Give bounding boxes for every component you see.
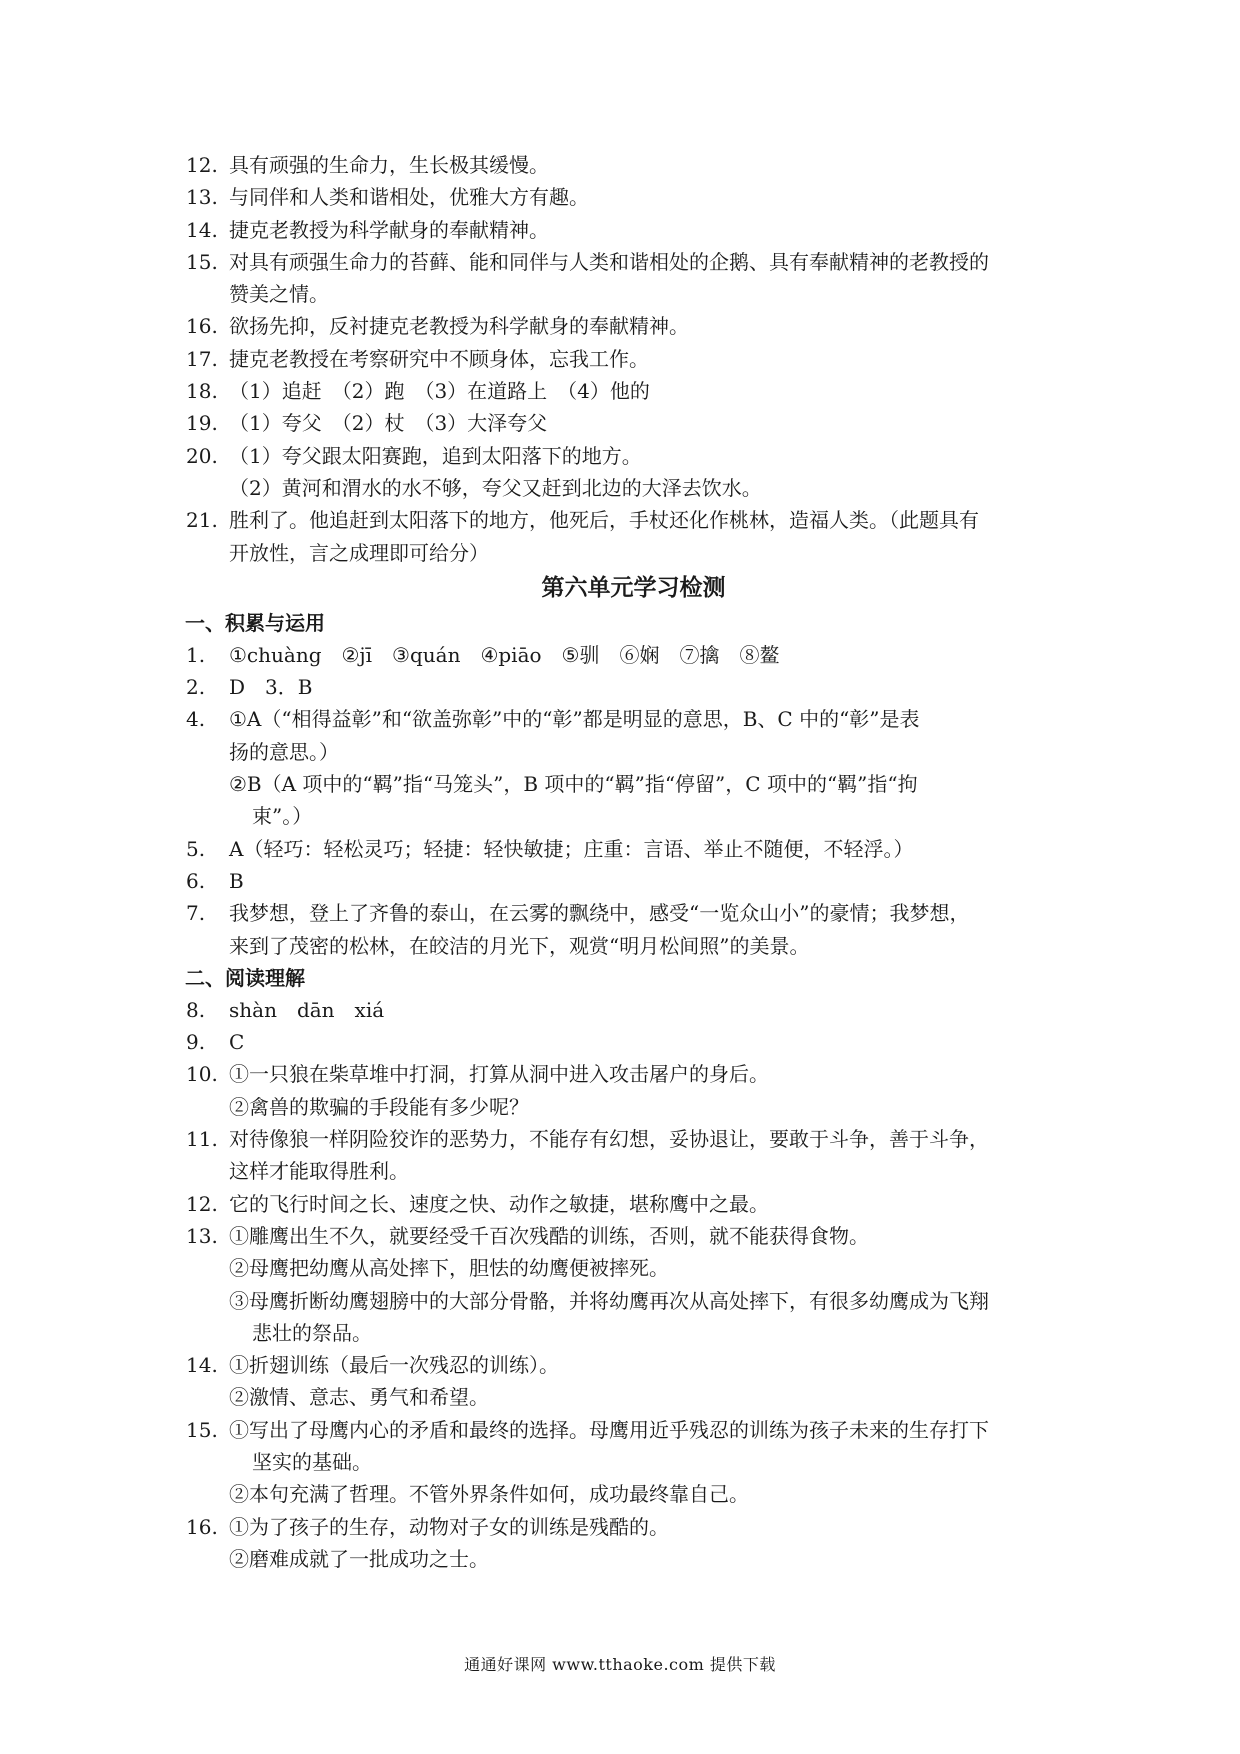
answer-number: 12. bbox=[186, 153, 218, 177]
answer-text: A（轻巧：轻松灵巧；轻捷：轻快敏捷；庄重：言语、举止不随便，不轻浮。） bbox=[229, 836, 914, 861]
answer-subitem: ②禽兽的欺骗的手段能有多少呢？ bbox=[229, 1094, 529, 1119]
answer-number: 15. bbox=[186, 249, 218, 274]
answer-text: 胜利了。他追赶到太阳落下的地方，他死后，手杖还化作桃林，造福人类。（此题具有 bbox=[229, 508, 979, 533]
answer-text: （1）追赶 （2）跑 （3）在道路上 （4）他的 bbox=[229, 379, 650, 404]
answer-continuation: 扬的意思。） bbox=[229, 739, 339, 764]
answer-text: （1）夸父跟太阳赛跑，追到太阳落下的地方。 bbox=[229, 443, 642, 468]
answer-line bbox=[186, 1220, 1061, 1252]
answer-number: 9. bbox=[186, 1030, 206, 1055]
answer-content bbox=[186, 149, 1061, 1575]
answer-line bbox=[186, 1414, 1061, 1446]
answer-continuation: 坚实的基础。 bbox=[252, 1449, 372, 1474]
answer-line bbox=[186, 1349, 1061, 1381]
section-heading: 二、阅读理解 bbox=[185, 965, 305, 990]
answer-text: 对具有顽强生命力的苔藓、能和同伴与人类和谐相处的企鹅、具有奉献精神的老教授的 bbox=[229, 249, 989, 274]
answer-subitem: （2）黄河和渭水的水不够，夸父又赶到北边的大泽去饮水。 bbox=[229, 475, 762, 500]
answer-text: 它的飞行时间之长、速度之快、动作之敏捷，堪称鹰中之最。 bbox=[229, 1191, 769, 1216]
answer-number: 21. bbox=[186, 508, 218, 533]
answer-line bbox=[186, 865, 1061, 897]
answer-continuation: 赞美之情。 bbox=[229, 282, 329, 307]
answer-number: 12. bbox=[186, 1191, 218, 1216]
answer-line bbox=[186, 1058, 1061, 1090]
answer-number: 5. bbox=[186, 836, 206, 861]
answer-text: ①A（“相得益彰”和“欲盖弥彰”中的“彰”都是明显的意思，B、C 中的“彰”是表 bbox=[229, 707, 920, 732]
answer-line bbox=[186, 407, 1061, 439]
section-heading: 一、积累与运用 bbox=[185, 610, 325, 635]
answer-subitem: ②B（A 项中的“羁”指“马笼头”，B 项中的“羁”指“停留”，C 项中的“羁”指“拘 bbox=[229, 772, 918, 797]
answer-line bbox=[186, 149, 1061, 181]
answer-number: 16. bbox=[186, 314, 218, 339]
answer-line bbox=[186, 1123, 1061, 1155]
answer-text: 捷克老教授在考察研究中不顾身体，忘我工作。 bbox=[229, 346, 649, 371]
answer-subitem: ③母鹰折断幼鹰翅膀中的大部分骨骼，并将幼鹰再次从高处摔下，有很多幼鹰成为飞翔 bbox=[229, 1288, 989, 1313]
answer-text: ①为了孩子的生存，动物对子女的训练是残酷的。 bbox=[229, 1514, 669, 1539]
answer-text: 具有顽强的生命力，生长极其缓慢。 bbox=[229, 153, 549, 177]
answer-number: 13. bbox=[186, 1223, 218, 1248]
answer-number: 8. bbox=[186, 997, 206, 1022]
answer-text: ①写出了母鹰内心的矛盾和最终的选择。母鹰用近乎残忍的训练为孩子未来的生存打下 bbox=[229, 1417, 989, 1442]
answer-text: （1）夸父 （2）杖 （3）大泽夸父 bbox=[229, 411, 548, 436]
answer-number: 14. bbox=[186, 217, 218, 242]
answer-text: D 3．B bbox=[229, 675, 313, 700]
answer-line bbox=[186, 181, 1061, 213]
answer-number: 11. bbox=[186, 1127, 218, 1152]
answer-number: 15. bbox=[186, 1417, 218, 1442]
answer-continuation: 开放性，言之成理即可给分） bbox=[229, 540, 489, 565]
answer-text: ①chuàng ②jī ③quán ④piāo ⑤驯 ⑥娴 ⑦擒 ⑧鳌 bbox=[229, 642, 780, 667]
answer-text: 捷克老教授为科学献身的奉献精神。 bbox=[229, 217, 549, 242]
answer-text: 欲扬先抑，反衬捷克老教授为科学献身的奉献精神。 bbox=[229, 314, 689, 339]
answer-line bbox=[186, 703, 1061, 735]
answer-line bbox=[186, 440, 1061, 472]
answer-text: 对待像狼一样阴险狡诈的恶势力，不能存有幻想，妥协退让，要敢于斗争，善于斗争， bbox=[229, 1127, 989, 1152]
answer-text: 与同伴和人类和谐相处，优雅大方有趣。 bbox=[229, 185, 589, 210]
answer-line bbox=[186, 246, 1061, 278]
answer-number: 4. bbox=[186, 707, 206, 732]
answer-number: 10. bbox=[186, 1062, 218, 1087]
answer-number: 6. bbox=[186, 868, 206, 893]
answer-line bbox=[186, 1026, 1061, 1058]
answer-line bbox=[186, 504, 1061, 536]
answer-text: ①一只狼在柴草堆中打洞，打算从洞中进入攻击屠户的身后。 bbox=[229, 1062, 769, 1087]
answer-text: ①折翅训练（最后一次残忍的训练）。 bbox=[229, 1353, 559, 1378]
answer-line bbox=[186, 310, 1061, 342]
answer-text: B bbox=[229, 868, 244, 893]
answer-line bbox=[186, 375, 1061, 407]
answer-subitem: ②母鹰把幼鹰从高处摔下，胆怯的幼鹰便被摔死。 bbox=[229, 1256, 669, 1281]
answer-line bbox=[186, 671, 1061, 703]
answer-text: 我梦想，登上了齐鲁的泰山，在云雾的飘绕中，感受“一览众山小”的豪情；我梦想， bbox=[229, 901, 970, 926]
answer-line bbox=[186, 897, 1061, 929]
answer-number: 7. bbox=[186, 901, 206, 926]
answer-line bbox=[186, 214, 1061, 246]
answer-line bbox=[186, 639, 1061, 671]
answer-line bbox=[186, 833, 1061, 865]
answer-continuation: 束”。） bbox=[252, 804, 313, 829]
answer-subitem: ②本句充满了哲理。不管外界条件如何，成功最终靠自己。 bbox=[229, 1482, 749, 1507]
answer-number: 2. bbox=[186, 675, 206, 700]
answer-number: 14. bbox=[186, 1353, 218, 1378]
answer-subitem: ②磨难成就了一批成功之士。 bbox=[229, 1546, 489, 1571]
answer-number: 19. bbox=[186, 411, 218, 436]
answer-number: 18. bbox=[186, 379, 218, 404]
answer-number: 16. bbox=[186, 1514, 218, 1539]
answer-continuation: 悲壮的祭品。 bbox=[252, 1320, 372, 1345]
answer-continuation: 来到了茂密的松林，在皎洁的月光下，观赏“明月松间照”的美景。 bbox=[229, 933, 810, 958]
unit-title: 第六单元学习检测 bbox=[541, 574, 726, 601]
answer-number: 17. bbox=[186, 346, 218, 371]
answer-line bbox=[186, 1188, 1061, 1220]
page-footer: 通通好课网 www.tthaoke.com 提供下载 bbox=[464, 1655, 776, 1674]
answer-line bbox=[186, 994, 1061, 1026]
answer-text: C bbox=[229, 1030, 245, 1055]
answer-continuation: 这样才能取得胜利。 bbox=[229, 1159, 409, 1184]
answer-text: ①雕鹰出生不久，就要经受千百次残酷的训练，否则，就不能获得食物。 bbox=[229, 1223, 869, 1248]
answer-line bbox=[186, 1511, 1061, 1543]
answer-text: shàn dān xiá bbox=[229, 997, 385, 1022]
answer-number: 13. bbox=[186, 185, 218, 210]
answer-number: 1. bbox=[186, 642, 206, 667]
answer-line bbox=[186, 343, 1061, 375]
answer-subitem: ②激情、意志、勇气和希望。 bbox=[229, 1385, 489, 1410]
answer-number: 20. bbox=[186, 443, 218, 468]
